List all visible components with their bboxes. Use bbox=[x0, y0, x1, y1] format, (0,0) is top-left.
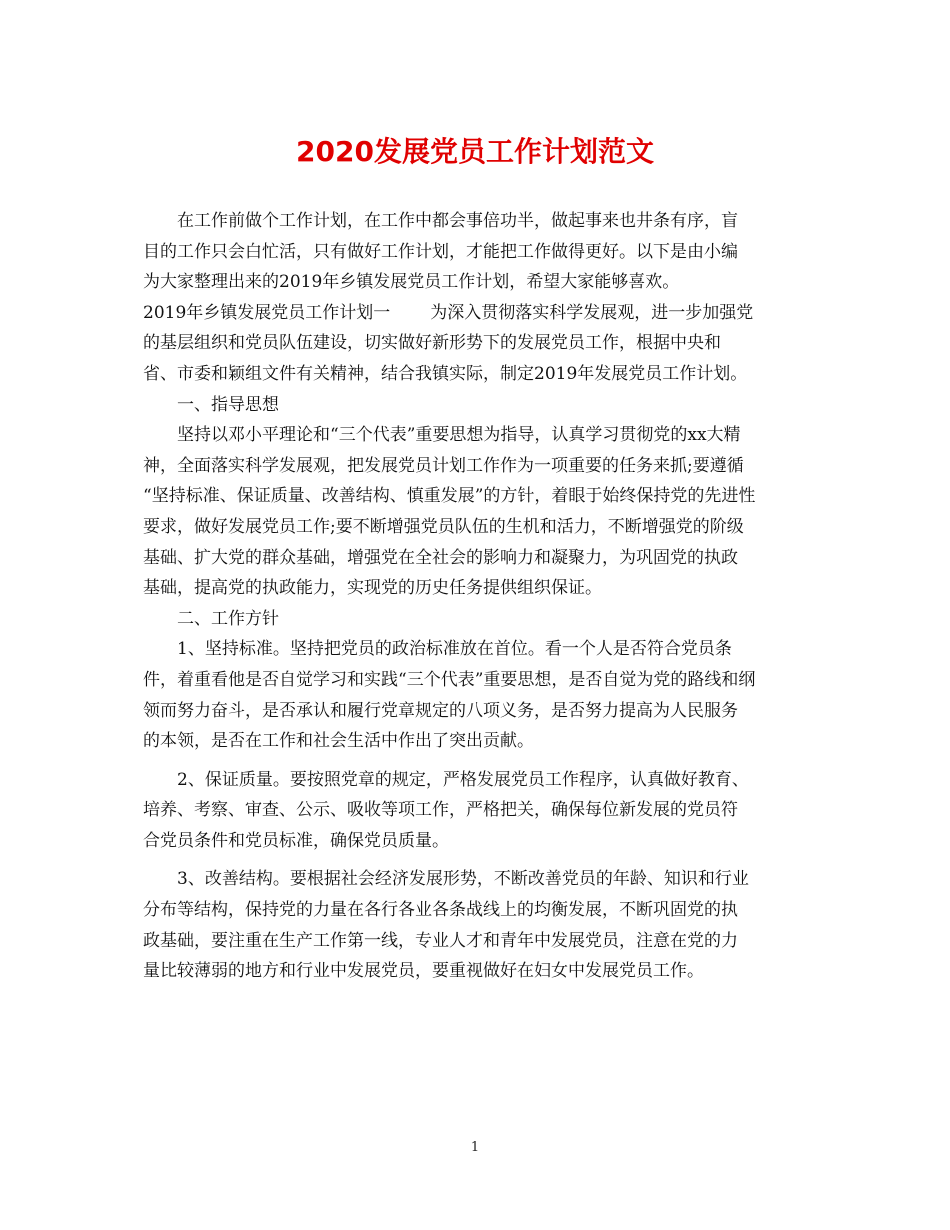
text-line: 的基层组织和党员队伍建设，切实做好新形势下的发展党员工作，根据中央和 bbox=[143, 333, 721, 354]
text-line: 合党员条件和党员标准，确保党员质量。 bbox=[143, 830, 449, 851]
text-line: 目的工作只会白忙活，只有做好工作计划，才能把工作做得更好。以下是由小编 bbox=[143, 241, 738, 262]
text-line: 政基础，要注重在生产工作第一线，专业人才和青年中发展党员，注意在党的力 bbox=[143, 930, 738, 951]
document-body bbox=[143, 206, 808, 987]
text-fragment: 为深入贯彻落实科学发展观，进一步加强党 bbox=[430, 302, 754, 323]
text-line: 的本领，是否在工作和社会生活中作出了突出贡献。 bbox=[143, 731, 534, 752]
text-line: 3、改善结构。要根据社会经济发展形势，不断改善党员的年龄、知识和行业 bbox=[177, 869, 749, 890]
text-line: 为大家整理出来的2019年乡镇发展党员工作计划，希望大家能够喜欢。 bbox=[143, 272, 680, 293]
paragraph-gap bbox=[143, 757, 808, 765]
text-line: 量比较薄弱的地方和行业中发展党员，要重视做好在妇女中发展党员工作。 bbox=[143, 961, 704, 982]
text-line: 件，着重看他是否自觉学习和实践“三个代表”重要思想，是否自觉为党的路线和纲 bbox=[143, 669, 756, 690]
text-line: 领而努力奋斗，是否承认和履行党章规定的八项义务，是否努力提高为人民服务 bbox=[143, 700, 738, 721]
text-line: 基础、扩大党的群众基础，增强党在全社会的影响力和凝聚力，为巩固党的执政 bbox=[143, 547, 738, 568]
text-line: 神，全面落实科学发展观，把发展党员计划工作作为一项重要的任务来抓;要遵循 bbox=[143, 455, 744, 476]
text-line: 坚持以邓小平理论和“三个代表”重要思想为指导，认真学习贯彻党的xx大精 bbox=[177, 425, 741, 446]
text-line: 培养、考察、审查、公示、吸收等项工作，严格把关，确保每位新发展的党员符 bbox=[143, 800, 738, 821]
text-line: 要求，做好发展党员工作;要不断增强党员队伍的生机和活力，不断增强党的阶级 bbox=[143, 516, 744, 537]
text-line: 省、市委和颖组文件有关精神，结合我镇实际，制定2019年发展党员工作计划。 bbox=[143, 363, 748, 384]
page-number: 1 bbox=[470, 1140, 480, 1155]
text-line: “坚持标准、保证质量、改善结构、慎重发展”的方针，着眼于始终保持党的先进性 bbox=[143, 486, 756, 507]
text-line: 1、坚持标准。坚持把党员的政治标准放在首位。看一个人是否符合党员条 bbox=[177, 639, 732, 660]
section-heading: 一、指导思想 bbox=[177, 394, 279, 415]
plan-heading: 2019年乡镇发展党员工作计划一 bbox=[143, 302, 391, 323]
text-line: 在工作前做个工作计划，在工作中都会事倍功半，做起事来也井条有序，盲 bbox=[177, 211, 738, 231]
text-line: 分布等结构，保持党的力量在各行各业各条战线上的均衡发展，不断巩固党的执 bbox=[143, 900, 738, 921]
document-title: 2020发展党员工作计划范文 bbox=[296, 135, 654, 168]
paragraph-gap bbox=[143, 856, 808, 864]
section-heading: 二、工作方针 bbox=[177, 608, 279, 629]
text-line: 2、保证质量。要按照党章的规定，严格发展党员工作程序，认真做好教育、 bbox=[177, 769, 749, 790]
text-line: 基础，提高党的执政能力，实现党的历史任务提供组织保证。 bbox=[143, 578, 602, 599]
text-line bbox=[143, 298, 808, 329]
